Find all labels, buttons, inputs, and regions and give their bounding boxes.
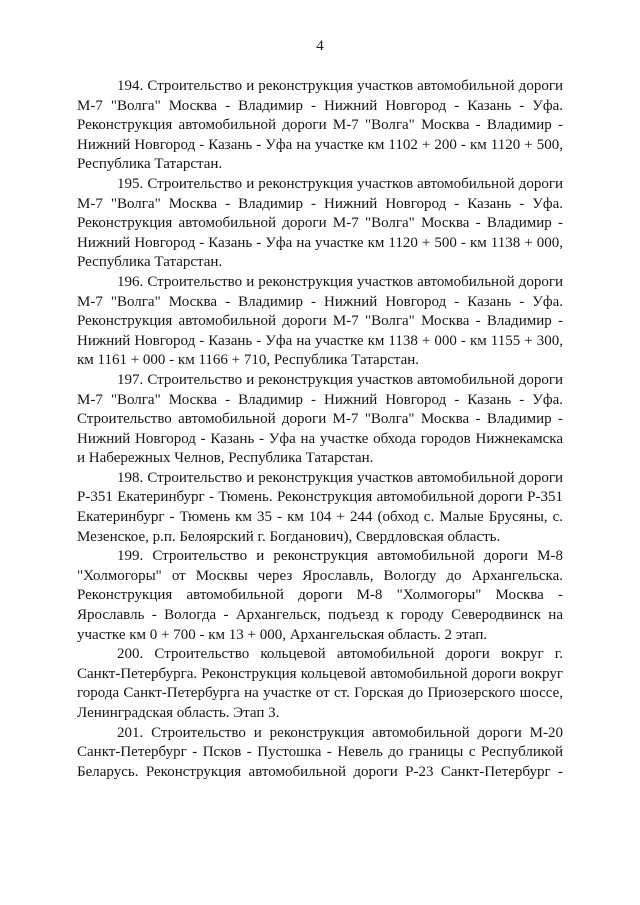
list-item bbox=[77, 469, 563, 547]
list-item bbox=[77, 77, 563, 175]
list-item bbox=[77, 645, 563, 723]
item-number: 197. bbox=[117, 371, 144, 388]
item-number: 194. bbox=[117, 78, 144, 94]
list-item bbox=[77, 371, 563, 469]
list-item bbox=[77, 724, 563, 783]
item-text: Строительство и реконструкция участков автомобильной дороги М-7 "Волга" Москва - Владимир - Нижний Новгород - Казань - Уфа. Реконструкция автомобильной дороги М-7 "Волга" Москва - Владимир - Нижний Новгород - Казань - Уфа на участке км 1102 + 200 - км 1120 + 500, Республика Татарстан. bbox=[77, 78, 563, 173]
item-text: Строительство и реконструкция автомобильной дороги М-8 "Холмогоры" от Москвы через Ярославль, Вологду до Архангельска. Реконструкция автомобильной дороги М-8 "Холмогоры" Москва - Ярославль - Вологда - Архангельск, подъезд к городу Северодвинск на участке км 0 + 700 - км 13 + 000, Архангельская область. 2 этап. bbox=[77, 548, 563, 643]
item-text: Строительство кольцевой автомобильной дороги вокруг г. Санкт-Петербурга. Реконструкция кольцевой автомобильной дороги вокруг города Санкт-Петербурга на участке от ст. Горская до Приозерского шоссе, Ленинградская область. Этап 3. bbox=[77, 646, 564, 721]
list-item bbox=[77, 273, 563, 371]
item-number: 200. bbox=[117, 646, 144, 663]
item-text: Строительство и реконструкция участков автомобильной дороги М-7 "Волга" Москва - Владимир - Нижний Новгород - Казань - Уфа. Строительство автомобильной дороги М-7 "Волга" Москва - Владимир - Нижний Новгород - Казань - Уфа на участке обхода городов Нижнекамска и Набережных Челнов, Республика Татарстан. bbox=[77, 371, 563, 467]
item-number: 195. bbox=[117, 175, 144, 192]
item-number: 198. bbox=[117, 469, 144, 486]
item-text: Строительство и реконструкция участков автомобильной дороги М-7 "Волга" Москва - Владимир - Нижний Новгород - Казань - Уфа. Реконструкция автомобильной дороги М-7 "Волга" Москва - Владимир - Нижний Новгород - Казань - Уфа на участке км 1138 + 000 - км 1155 + 300, км 1161 + 000 - км 1166 + 710, Республика Татарстан. bbox=[77, 273, 563, 369]
page-number: 4 bbox=[316, 38, 324, 54]
list-item bbox=[77, 547, 563, 645]
item-number: 196. bbox=[117, 273, 144, 290]
item-text: Строительство и реконструкция участков автомобильной дороги М-7 "Волга" Москва - Владимир - Нижний Новгород - Казань - Уфа. Реконструкция автомобильной дороги М-7 "Волга" Москва - Владимир - Нижний Новгород - Казань - Уфа на участке км 1120 + 500 - км 1138 + 000, Республика Татарстан. bbox=[77, 175, 563, 271]
list-item bbox=[77, 175, 563, 273]
item-number: 201. bbox=[117, 724, 144, 741]
item-text: Строительство и реконструкция участков автомобильной дороги Р-351 Екатеринбург - Тюмень. Реконструкция автомобильной дороги Р-351 Екатеринбург - Тюмень км 35 - км 104 + 244 (обход с. Малые Брусяны, с. Мезенское, р.п. Белоярский г. Богданович), Свердловская область. bbox=[77, 469, 563, 545]
item-text: Строительство и реконструкция автомобильной дороги М-20 Санкт-Петербург - Псков - Пустошка - Невель до границы с Республикой Беларусь. Реконструкция автомобильной дороги Р-23 Санкт-Петербург - bbox=[77, 724, 563, 780]
document-body bbox=[77, 77, 563, 782]
item-number: 199. bbox=[117, 548, 144, 565]
